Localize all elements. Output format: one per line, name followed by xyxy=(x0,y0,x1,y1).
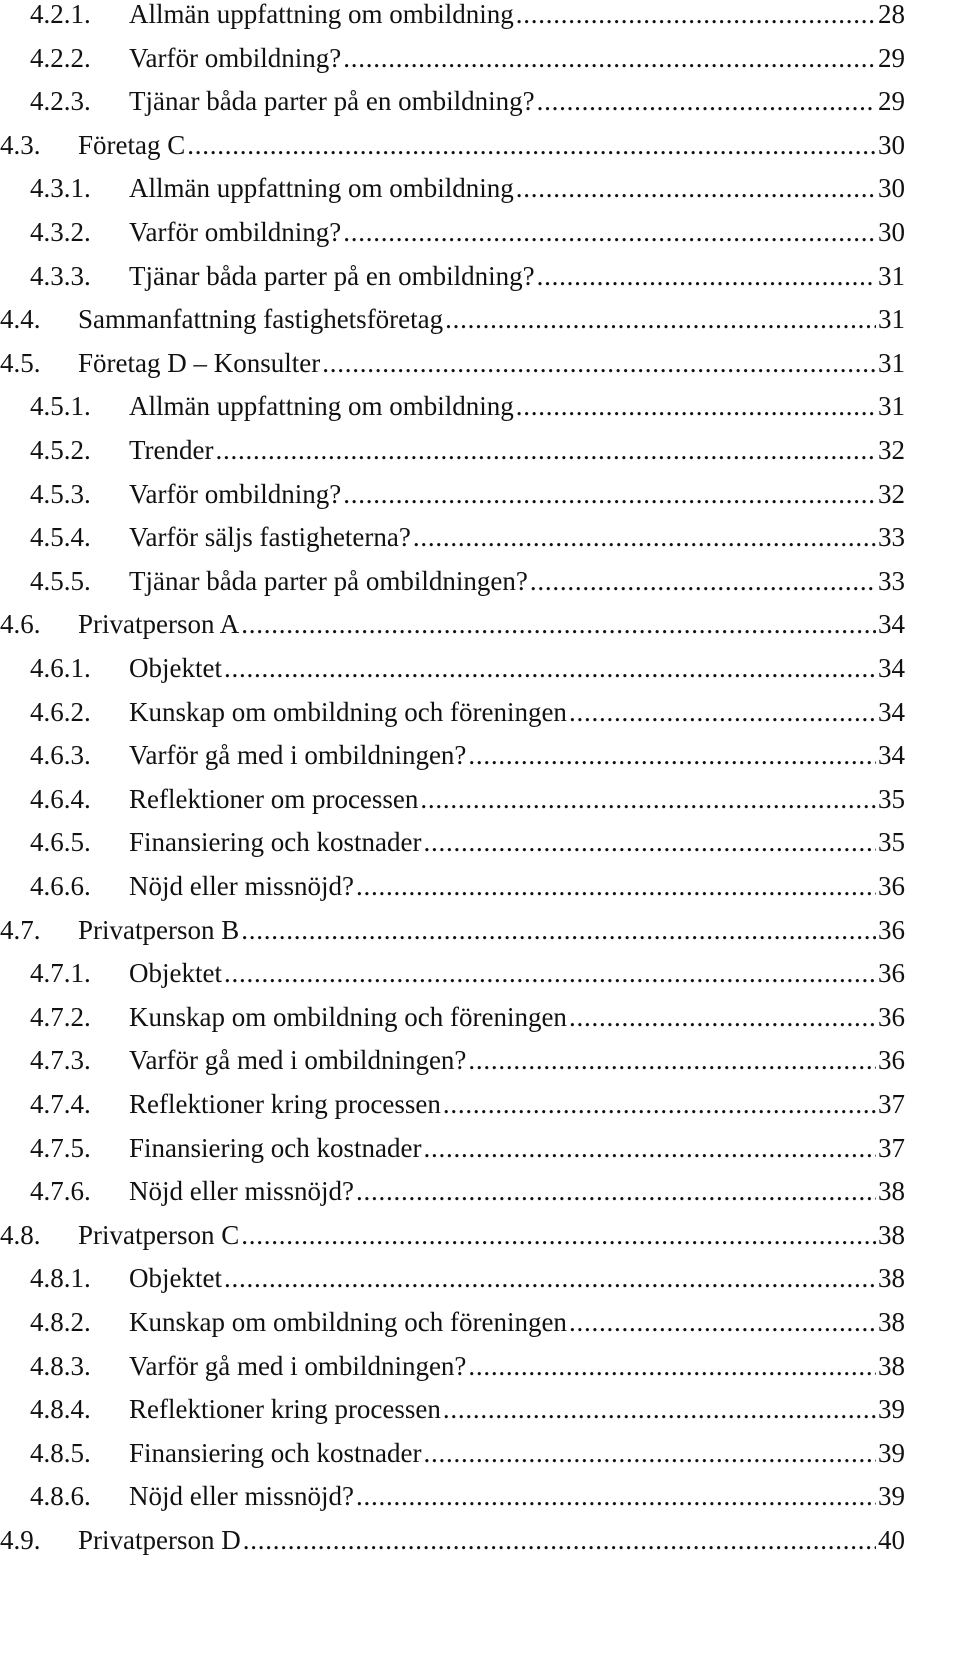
toc-entry-title: Varför ombildning? xyxy=(129,217,342,247)
toc-entry-number: 4.5.3. xyxy=(30,478,91,509)
toc-entry-page-number: 36 xyxy=(878,914,905,945)
toc-entry-number: 4.6.5. xyxy=(30,827,91,858)
toc-entry-page-number: 36 xyxy=(878,871,905,901)
toc-entry-page-number: 29 xyxy=(878,42,905,73)
toc-entry-page-number: 39 xyxy=(878,1481,905,1512)
toc-entry-number: 4.6.6. xyxy=(30,871,91,901)
toc-entry-page-number: 34 xyxy=(878,653,905,683)
toc-dot-leader xyxy=(241,910,876,950)
toc-entry-page-number: 32 xyxy=(878,478,905,509)
toc-entry-title: Varför ombildning? xyxy=(129,42,342,73)
toc-entry[interactable] xyxy=(30,1476,905,1516)
toc-entry-page-number: 38 xyxy=(878,1307,905,1337)
toc-dot-leader xyxy=(241,604,876,644)
toc-entry-title: Allmän uppfattning om ombildning xyxy=(129,173,514,204)
toc-entry-page-number: 31 xyxy=(878,391,905,422)
toc-entry-title: Företag C xyxy=(78,129,186,160)
toc-entry-title: Varför säljs fastigheterna? xyxy=(129,522,411,553)
toc-entry-number: 4.3.3. xyxy=(30,260,91,291)
toc-entry-page-number: 34 xyxy=(878,740,905,771)
toc-entry-title: Nöjd eller missnöjd? xyxy=(129,1176,354,1207)
toc-entry[interactable] xyxy=(0,299,905,339)
toc-entry[interactable] xyxy=(30,953,905,993)
toc-dot-leader xyxy=(569,1302,876,1342)
toc-entry-number: 4.5.5. xyxy=(30,565,91,596)
toc-dot-leader xyxy=(356,866,876,906)
toc-dot-leader xyxy=(343,38,876,78)
toc-entry-title: Objektet xyxy=(129,653,222,683)
toc-entry[interactable] xyxy=(30,1040,905,1080)
toc-entry-number: 4.6. xyxy=(0,609,41,640)
toc-entry[interactable] xyxy=(30,1389,905,1429)
toc-entry-title: Tjänar båda parter på en ombildning? xyxy=(129,260,535,291)
toc-entry-page-number: 36 xyxy=(878,1045,905,1076)
toc-entry-title: Reflektioner kring processen xyxy=(129,1089,441,1119)
toc-entry[interactable] xyxy=(0,125,905,165)
toc-dot-leader xyxy=(516,168,876,208)
toc-dot-leader xyxy=(241,1215,876,1255)
toc-entry-page-number: 30 xyxy=(878,173,905,204)
toc-dot-leader xyxy=(423,1433,876,1473)
toc-entry-number: 4.8.4. xyxy=(30,1394,91,1425)
toc-entry[interactable] xyxy=(30,866,905,906)
toc-entry-title: Tjänar båda parter på en ombildning? xyxy=(129,86,535,117)
toc-entry-page-number: 37 xyxy=(878,1132,905,1163)
toc-entry-number: 4.3. xyxy=(0,129,41,160)
toc-entry[interactable] xyxy=(0,343,905,383)
toc-entry-page-number: 33 xyxy=(878,522,905,553)
toc-entry[interactable] xyxy=(30,779,905,819)
toc-dot-leader xyxy=(224,1258,876,1298)
toc-dot-leader xyxy=(443,1389,876,1429)
toc-entry-page-number: 39 xyxy=(878,1394,905,1425)
toc-entry[interactable] xyxy=(30,1171,905,1211)
toc-entry-number: 4.6.4. xyxy=(30,783,91,814)
toc-entry-number: 4.5. xyxy=(0,347,41,378)
toc-entry-title: Kunskap om ombildning och föreningen xyxy=(129,696,567,727)
toc-entry-title: Finansiering och kostnader xyxy=(129,1132,422,1163)
toc-dot-leader xyxy=(516,0,876,34)
toc-entry-page-number: 36 xyxy=(878,1001,905,1032)
toc-entry[interactable] xyxy=(0,910,905,950)
toc-dot-leader xyxy=(216,430,877,470)
toc-entry-title: Varför gå med i ombildningen? xyxy=(129,1045,467,1076)
toc-dot-leader xyxy=(420,779,876,819)
toc-entry-page-number: 38 xyxy=(878,1263,905,1294)
toc-dot-leader xyxy=(530,561,876,601)
toc-entry-number: 4.8. xyxy=(0,1219,41,1250)
toc-entry-title: Varför gå med i ombildningen? xyxy=(129,740,467,771)
toc-entry[interactable] xyxy=(30,430,905,470)
toc-entry-page-number: 40 xyxy=(878,1525,905,1555)
toc-dot-leader xyxy=(468,735,876,775)
toc-dot-leader xyxy=(423,1128,876,1168)
toc-entry[interactable] xyxy=(30,386,905,426)
toc-entry[interactable] xyxy=(30,38,905,78)
toc-entry-title: Sammanfattning fastighetsföretag xyxy=(78,304,444,335)
toc-entry-title: Varför gå med i ombildningen? xyxy=(129,1350,467,1381)
toc-entry-title: Företag D – Konsulter xyxy=(78,347,321,378)
toc-entry-page-number: 38 xyxy=(878,1219,905,1250)
toc-entry-page-number: 35 xyxy=(878,783,905,814)
toc-entry-number: 4.8.6. xyxy=(30,1481,91,1512)
toc-dot-leader xyxy=(187,125,876,165)
toc-dot-leader xyxy=(423,822,876,862)
toc-entry-number: 4.7.6. xyxy=(30,1176,91,1207)
toc-entry-number: 4.4. xyxy=(0,304,41,335)
toc-entry[interactable] xyxy=(30,561,905,601)
toc-entry[interactable] xyxy=(30,1258,905,1298)
toc-entry-number: 4.6.2. xyxy=(30,696,91,727)
toc-entry-page-number: 28 xyxy=(878,0,905,29)
toc-entry-number: 4.3.1. xyxy=(30,173,91,204)
toc-entry-number: 4.7.4. xyxy=(30,1089,91,1119)
toc-entry-title: Allmän uppfattning om ombildning xyxy=(129,0,514,29)
toc-dot-leader xyxy=(516,386,876,426)
toc-entry-title: Objektet xyxy=(129,1263,222,1294)
toc-entry-page-number: 33 xyxy=(878,565,905,596)
toc-entry-page-number: 32 xyxy=(878,435,905,465)
toc-entry-title: Varför ombildning? xyxy=(129,478,342,509)
toc-entry[interactable] xyxy=(0,1215,905,1255)
toc-entry-title: Privatperson C xyxy=(78,1219,240,1250)
toc-entry-title: Reflektioner om processen xyxy=(129,783,419,814)
toc-entry[interactable] xyxy=(30,517,905,557)
toc-entry[interactable] xyxy=(30,212,905,252)
toc-entry-page-number: 30 xyxy=(878,129,905,160)
toc-dot-leader xyxy=(569,692,876,732)
toc-entry-page-number: 38 xyxy=(878,1176,905,1207)
toc-dot-leader xyxy=(537,81,876,121)
toc-entry-number: 4.7.1. xyxy=(30,958,91,989)
toc-entry[interactable] xyxy=(30,1433,905,1473)
toc-entry-number: 4.2.1. xyxy=(30,0,91,29)
toc-dot-leader xyxy=(537,256,876,296)
toc-entry-title: Nöjd eller missnöjd? xyxy=(129,1481,354,1512)
toc-entry-title: Nöjd eller missnöjd? xyxy=(129,871,354,901)
toc-entry-number: 4.8.5. xyxy=(30,1437,91,1468)
toc-entry-page-number: 39 xyxy=(878,1437,905,1468)
toc-dot-leader xyxy=(413,517,876,557)
toc-entry-page-number: 31 xyxy=(878,347,905,378)
toc-dot-leader xyxy=(322,343,876,383)
toc-entry[interactable] xyxy=(30,0,905,34)
toc-dot-leader xyxy=(443,1084,876,1124)
toc-entry-title: Allmän uppfattning om ombildning xyxy=(129,391,514,422)
toc-entry-title: Kunskap om ombildning och föreningen xyxy=(129,1001,567,1032)
toc-entry-page-number: 30 xyxy=(878,217,905,247)
toc-entry-number: 4.5.1. xyxy=(30,391,91,422)
toc-dot-leader xyxy=(356,1476,876,1516)
toc-entry-number: 4.2.3. xyxy=(30,86,91,117)
toc-dot-leader xyxy=(468,1040,876,1080)
toc-dot-leader xyxy=(569,997,876,1037)
toc-entry[interactable] xyxy=(0,1520,905,1560)
toc-entry[interactable] xyxy=(30,822,905,862)
toc-entry-number: 4.5.4. xyxy=(30,522,91,553)
toc-entry[interactable] xyxy=(30,81,905,121)
toc-entry-number: 4.7.2. xyxy=(30,1001,91,1032)
toc-dot-leader xyxy=(445,299,876,339)
toc-entry[interactable] xyxy=(30,474,905,514)
toc-entry-page-number: 31 xyxy=(878,260,905,291)
toc-dot-leader xyxy=(224,953,876,993)
toc-entry[interactable] xyxy=(30,1084,905,1124)
toc-entry[interactable] xyxy=(0,604,905,644)
toc-dot-leader xyxy=(224,648,876,688)
toc-entry-number: 4.7. xyxy=(0,914,41,945)
toc-entry-number: 4.5.2. xyxy=(30,435,91,465)
toc-entry-page-number: 36 xyxy=(878,958,905,989)
toc-entry-number: 4.9. xyxy=(0,1525,41,1555)
toc-dot-leader xyxy=(343,474,876,514)
toc-entry[interactable] xyxy=(30,168,905,208)
toc-entry-title: Privatperson B xyxy=(78,914,240,945)
toc-entry-number: 4.8.2. xyxy=(30,1307,91,1337)
toc-entry-title: Privatperson D xyxy=(78,1525,241,1555)
toc-entry-page-number: 38 xyxy=(878,1350,905,1381)
toc-entry[interactable] xyxy=(30,1128,905,1168)
toc-entry-number: 4.6.3. xyxy=(30,740,91,771)
toc-entry[interactable] xyxy=(30,1302,905,1342)
toc-entry-title: Reflektioner kring processen xyxy=(129,1394,441,1425)
toc-entry[interactable] xyxy=(30,1346,905,1386)
toc-entry-number: 4.8.1. xyxy=(30,1263,91,1294)
toc-entry[interactable] xyxy=(30,735,905,775)
toc-entry-page-number: 34 xyxy=(878,696,905,727)
toc-entry[interactable] xyxy=(30,256,905,296)
toc-entry-page-number: 31 xyxy=(878,304,905,335)
toc-dot-leader xyxy=(468,1346,876,1386)
toc-entry-title: Objektet xyxy=(129,958,222,989)
toc-entry-title: Privatperson A xyxy=(78,609,240,640)
toc-entry-number: 4.2.2. xyxy=(30,42,91,73)
toc-dot-leader xyxy=(343,212,876,252)
toc-entry-number: 4.6.1. xyxy=(30,653,91,683)
toc-entry-title: Kunskap om ombildning och föreningen xyxy=(129,1307,567,1337)
toc-entry-number: 4.7.3. xyxy=(30,1045,91,1076)
toc-entry-title: Tjänar båda parter på ombildningen? xyxy=(129,565,528,596)
toc-entry[interactable] xyxy=(30,692,905,732)
toc-entry-page-number: 34 xyxy=(878,609,905,640)
toc-entry-page-number: 37 xyxy=(878,1089,905,1119)
toc-entry-number: 4.7.5. xyxy=(30,1132,91,1163)
toc-entry-page-number: 35 xyxy=(878,827,905,858)
toc-entry-title: Finansiering och kostnader xyxy=(129,827,422,858)
toc-entry[interactable] xyxy=(30,648,905,688)
toc-dot-leader xyxy=(356,1171,876,1211)
toc-entry[interactable] xyxy=(30,997,905,1037)
toc-entry-number: 4.3.2. xyxy=(30,217,91,247)
toc-entry-title: Finansiering och kostnader xyxy=(129,1437,422,1468)
toc-entry-title: Trender xyxy=(129,435,214,465)
toc-entry-page-number: 29 xyxy=(878,86,905,117)
toc-entry-number: 4.8.3. xyxy=(30,1350,91,1381)
toc-dot-leader xyxy=(243,1520,876,1560)
